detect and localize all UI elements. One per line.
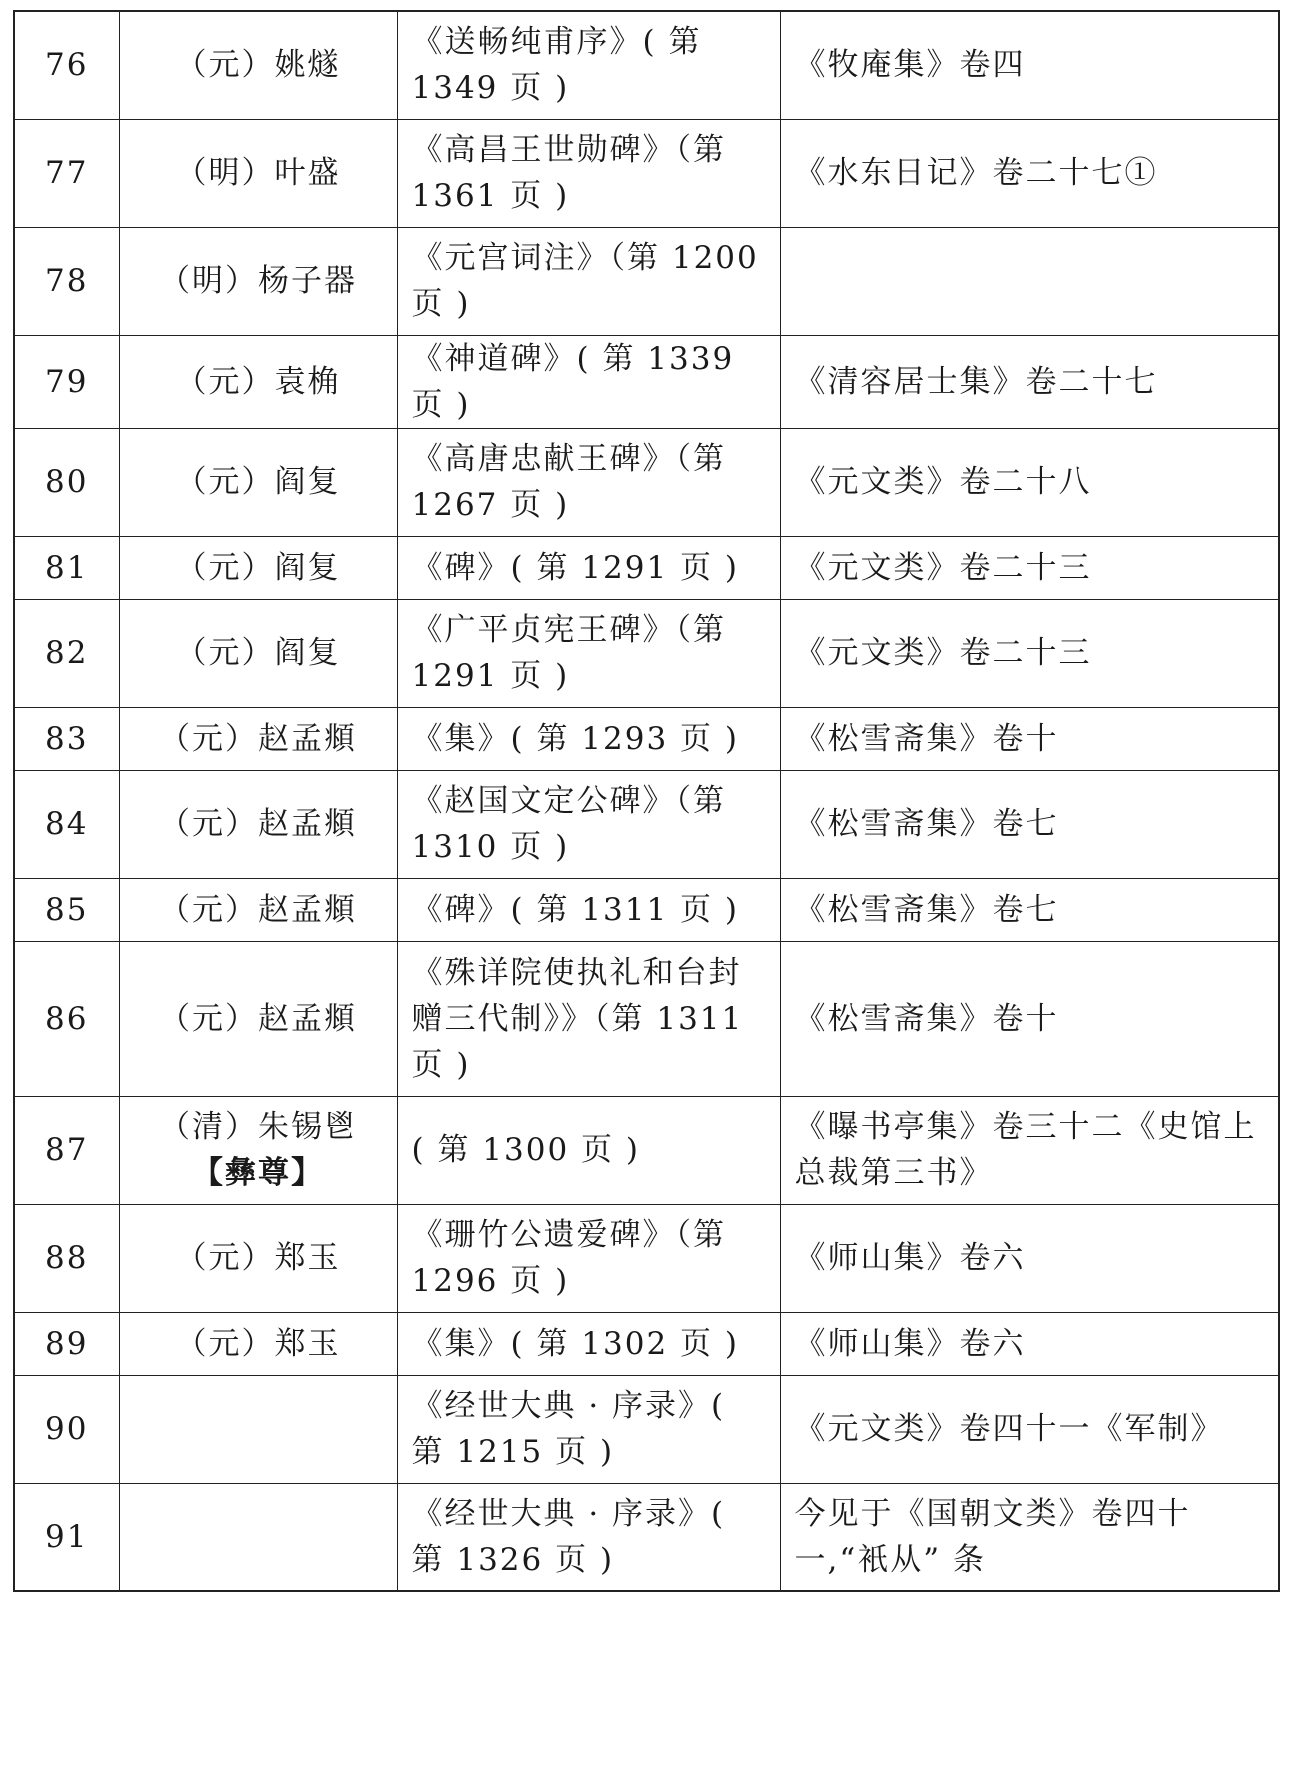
title-cell: ( 第 1300 页 ) <box>397 1096 780 1204</box>
row-number: 86 <box>14 941 119 1096</box>
table-row <box>14 599 1279 707</box>
table-row <box>14 941 1279 1096</box>
author-cell: （元）姚燧 <box>119 11 397 119</box>
title-cell: 《高唐忠献王碑》（第 1267 页 ) <box>397 428 780 536</box>
source-cell: 《清容居士集》卷二十七 <box>780 335 1279 428</box>
title-cell: 《殊详院使执礼和台封赠三代制》》（第 1311 页 ) <box>397 941 780 1096</box>
table-row <box>14 1375 1279 1483</box>
author-name: （清）朱锡鬯 <box>159 1109 357 1145</box>
table-row <box>14 770 1279 878</box>
source-cell: 《元文类》卷二十三 <box>780 536 1279 599</box>
title-cell: 《送畅纯甫序》( 第 1349 页 ) <box>397 11 780 119</box>
row-number: 82 <box>14 599 119 707</box>
author-cell: （元）袁桷 <box>119 335 397 428</box>
source-cell: 《师山集》卷六 <box>780 1204 1279 1312</box>
author-cell <box>119 1483 397 1591</box>
author-cell: （元）阎复 <box>119 536 397 599</box>
table-row <box>14 536 1279 599</box>
row-number: 88 <box>14 1204 119 1312</box>
row-number: 85 <box>14 878 119 941</box>
source-cell: 《元文类》卷二十八 <box>780 428 1279 536</box>
title-cell: 《珊竹公遗爱碑》（第 1296 页 ) <box>397 1204 780 1312</box>
title-cell: 《经世大典 · 序录》( 第 1326 页 ) <box>397 1483 780 1591</box>
table-row <box>14 707 1279 770</box>
table-row <box>14 335 1279 428</box>
row-number: 89 <box>14 1312 119 1375</box>
title-cell: 《元宫词注》（第 1200 页 ) <box>397 227 780 335</box>
title-cell: 《赵国文定公碑》（第 1310 页 ) <box>397 770 780 878</box>
source-cell: 今见于《国朝文类》卷四十一,“衹从” 条 <box>780 1483 1279 1591</box>
table-row <box>14 1096 1279 1204</box>
row-number: 81 <box>14 536 119 599</box>
title-cell: 《神道碑》( 第 1339 页 ) <box>397 335 780 428</box>
title-cell: 《碑》( 第 1291 页 ) <box>397 536 780 599</box>
title-cell: 《碑》( 第 1311 页 ) <box>397 878 780 941</box>
row-number: 78 <box>14 227 119 335</box>
row-number: 83 <box>14 707 119 770</box>
source-cell <box>780 227 1279 335</box>
author-cell: （明）杨子器 <box>119 227 397 335</box>
author-cell: （元）郑玉 <box>119 1204 397 1312</box>
author-cell: （明）叶盛 <box>119 119 397 227</box>
author-cell <box>119 1096 397 1204</box>
reference-table <box>13 10 1280 1592</box>
source-cell: 《水东日记》卷二十七① <box>780 119 1279 227</box>
table-row <box>14 1204 1279 1312</box>
source-cell: 《牧庵集》卷四 <box>780 11 1279 119</box>
row-number: 79 <box>14 335 119 428</box>
table-row <box>14 1483 1279 1591</box>
source-cell: 《元文类》卷四十一《军制》 <box>780 1375 1279 1483</box>
author-alias: 【彝尊】 <box>192 1155 324 1191</box>
row-number: 76 <box>14 11 119 119</box>
author-cell: （元）赵孟頫 <box>119 707 397 770</box>
title-cell: 《广平贞宪王碑》（第 1291 页 ) <box>397 599 780 707</box>
table-row <box>14 1312 1279 1375</box>
source-cell: 《松雪斋集》卷十 <box>780 707 1279 770</box>
source-cell: 《师山集》卷六 <box>780 1312 1279 1375</box>
author-cell: （元）赵孟頫 <box>119 941 397 1096</box>
table-row <box>14 227 1279 335</box>
row-number: 91 <box>14 1483 119 1591</box>
table-row <box>14 11 1279 119</box>
row-number: 77 <box>14 119 119 227</box>
title-cell: 《经世大典 · 序录》( 第 1215 页 ) <box>397 1375 780 1483</box>
row-number: 84 <box>14 770 119 878</box>
source-cell: 《曝书亭集》卷三十二《史馆上总裁第三书》 <box>780 1096 1279 1204</box>
author-cell: （元）赵孟頫 <box>119 878 397 941</box>
author-cell: （元）阎复 <box>119 428 397 536</box>
row-number: 87 <box>14 1096 119 1204</box>
author-cell <box>119 1375 397 1483</box>
title-cell: 《集》( 第 1302 页 ) <box>397 1312 780 1375</box>
source-cell: 《元文类》卷二十三 <box>780 599 1279 707</box>
author-cell: （元）阎复 <box>119 599 397 707</box>
table-row <box>14 119 1279 227</box>
source-cell: 《松雪斋集》卷七 <box>780 770 1279 878</box>
source-cell: 《松雪斋集》卷七 <box>780 878 1279 941</box>
source-cell: 《松雪斋集》卷十 <box>780 941 1279 1096</box>
title-cell: 《高昌王世勋碑》（第 1361 页 ) <box>397 119 780 227</box>
author-cell: （元）赵孟頫 <box>119 770 397 878</box>
author-cell: （元）郑玉 <box>119 1312 397 1375</box>
title-cell: 《集》( 第 1293 页 ) <box>397 707 780 770</box>
table-row <box>14 428 1279 536</box>
row-number: 80 <box>14 428 119 536</box>
table-row <box>14 878 1279 941</box>
row-number: 90 <box>14 1375 119 1483</box>
